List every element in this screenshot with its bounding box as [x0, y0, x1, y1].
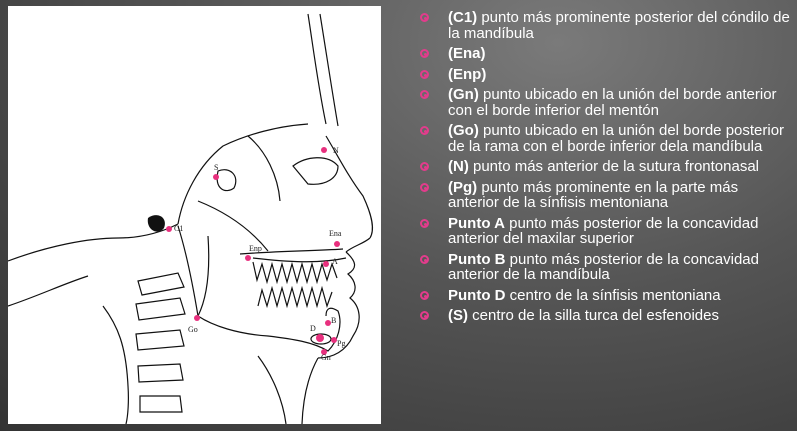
landmark-N-label: N — [333, 146, 339, 155]
vertebra-c6 — [140, 396, 182, 412]
item-text: centro de la silla turca del esfenoides — [468, 307, 719, 324]
item-term: Punto A — [448, 214, 505, 232]
vertebra-c2 — [138, 273, 184, 295]
landmark-Enp-dot — [245, 255, 251, 261]
list-item — [418, 216, 790, 247]
landmark-D-label: D — [310, 324, 316, 333]
landmark-Ena-dot — [334, 241, 340, 247]
landmark-S-dot — [213, 174, 219, 180]
bullet-icon — [420, 13, 429, 22]
landmark-A-label: A — [332, 257, 338, 266]
item-term: (Pg) — [448, 178, 478, 196]
landmark-Ena-label: Ena — [329, 229, 342, 238]
sella-outline — [217, 170, 236, 191]
cranial-outline — [178, 124, 308, 224]
landmark-B-label: B — [331, 316, 337, 325]
list-item — [418, 308, 790, 324]
ear-rod — [148, 215, 165, 231]
orbit-outline — [293, 158, 338, 185]
item-term: (Gn) — [448, 86, 479, 103]
skull-profile-drawing — [8, 6, 381, 424]
item-term: Punto D — [448, 286, 506, 304]
bullet-icon — [420, 49, 429, 58]
bullet-icon — [420, 219, 429, 228]
item-text: punto ubicado en la unión del borde anterior con el borde inferior del mentón — [448, 86, 777, 119]
landmark-Gn-label: Gn — [321, 353, 331, 362]
list-item — [418, 46, 790, 62]
list-item — [418, 159, 790, 175]
landmark-definitions-list — [418, 10, 790, 329]
item-term: (Go) — [448, 122, 479, 139]
vertebra-c5 — [138, 364, 183, 382]
item-text: punto más prominente posterior del cóndilo de la mandíbula — [448, 9, 790, 42]
lower-teeth — [258, 288, 332, 306]
bullet-icon — [420, 255, 429, 264]
item-text: punto más prominente en la parte más anterior de la sínfisis mentoniana — [448, 178, 739, 211]
landmark-C1-dot — [166, 226, 172, 232]
bullet-icon — [420, 90, 429, 99]
landmark-A-dot — [323, 261, 329, 267]
landmark-S-label: S — [214, 163, 219, 172]
bullet-icon — [420, 291, 429, 300]
cephalometric-tracing — [8, 6, 381, 424]
bullet-icon — [420, 311, 429, 320]
item-text: centro de la sínfisis mentoniana — [505, 286, 721, 304]
item-text: punto más posterior de la concavidad anterior del maxilar superior — [448, 214, 759, 247]
item-text: punto ubicado en la unión del borde posterior de la rama con el borde inferior dela mandíbula — [448, 122, 785, 155]
bullet-icon — [420, 126, 429, 135]
landmark-Pg-label: Pg — [337, 339, 346, 348]
item-text: punto más anterior de la sutura frontonasal — [468, 158, 759, 175]
list-item — [418, 288, 790, 304]
item-term: (Enp) — [448, 65, 487, 83]
landmark-C1-label: C1 — [174, 224, 184, 233]
item-term: (S) — [448, 307, 468, 324]
list-item — [418, 180, 790, 211]
landmark-N-dot — [321, 147, 327, 153]
bullet-icon — [420, 70, 429, 79]
item-term: Punto B — [448, 250, 506, 268]
landmark-Go-label: Go — [188, 325, 198, 334]
bullet-icon — [420, 183, 429, 192]
vertebra-c4 — [136, 330, 184, 350]
landmark-Go-dot — [194, 315, 200, 321]
list-item — [418, 252, 790, 283]
landmark-Enp-label: Enp — [249, 244, 262, 253]
item-term: (C1) — [448, 9, 478, 26]
item-term: (Ena) — [448, 45, 486, 62]
item-term: (N) — [448, 158, 469, 175]
list-item — [418, 123, 790, 154]
item-text: punto más posterior de la concavidad anterior de la mandíbula — [448, 250, 759, 283]
list-item — [418, 67, 790, 83]
bullet-icon — [420, 162, 429, 171]
vertebra-c3 — [136, 298, 185, 320]
landmark-D-dot — [316, 334, 324, 342]
list-item — [418, 10, 790, 41]
list-item — [418, 87, 790, 118]
